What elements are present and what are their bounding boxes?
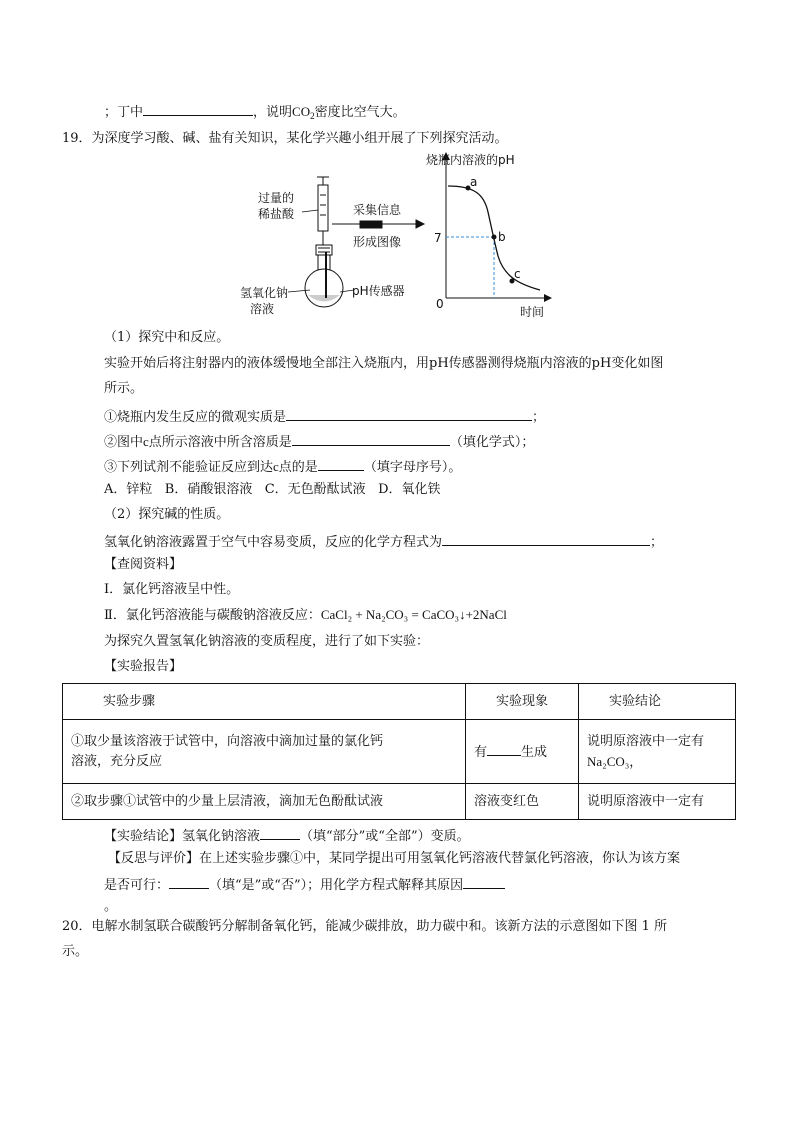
answer-blank[interactable]: [292, 431, 450, 446]
experiment-conclusion: 【实验结论】氢氧化钠溶液 （填“部分”或“全部”）变质。: [104, 825, 470, 846]
apparatus-and-ph-graph: [236, 150, 576, 322]
header-phenomena: 实验现象: [466, 684, 579, 720]
header-steps: 实验步骤: [63, 684, 466, 720]
table-row: [63, 720, 736, 784]
q19-options: A．锌粒 B．硝酸银溶液 C．无色酚酞试液 D．氧化铁: [104, 482, 441, 497]
question-number: 20．: [62, 919, 92, 934]
naoh-label-1: 氢氧化钠: [240, 286, 289, 300]
point-b-label: b: [498, 230, 506, 244]
answer-blank[interactable]: [442, 531, 650, 546]
y7-label: 7: [434, 231, 442, 245]
experiment-figure: [236, 150, 576, 322]
syringe-label-2: 稀盐酸: [258, 207, 295, 221]
experiment-report-table: [62, 683, 736, 820]
graph-y-label: 烧瓶内溶液的pH: [426, 153, 515, 167]
origin-label: 0: [436, 297, 444, 311]
naoh-label-2: 溶液: [250, 302, 275, 316]
top-line-prefix: ；丁中: [104, 105, 144, 120]
reflect-line-2: 是否可行： （填“是”或“否”）；用化学方程式解释其原因: [104, 874, 505, 895]
ref-title: 【查阅资料】: [104, 557, 183, 572]
row1-conclusion: 说明原溶液中一定有 Na₂CO₃，: [579, 720, 736, 784]
part1-title: （1）探究中和反应。: [104, 330, 230, 345]
question-number: 19．: [62, 131, 92, 146]
ph-graph: [426, 152, 552, 319]
report-title: 【实验报告】: [104, 659, 183, 674]
syringe-label-1: 过量的: [258, 191, 295, 205]
q20-line-1: 20．电解水制氢联合碳酸钙分解制备氧化钙，能减少碳排放，助力碳中和。该新方法的示意图如下图 1 所: [62, 919, 668, 934]
image-label: 形成图像: [353, 235, 402, 249]
sensor-label: pH传感器: [352, 284, 405, 298]
part2-title: （2）探究碱的性质。: [104, 507, 230, 522]
point-b: [492, 235, 497, 240]
syringe-icon: [317, 177, 329, 245]
q20-line-2: 示。: [62, 944, 89, 959]
reflect-end: 。: [104, 899, 118, 914]
collect-label: 采集信息: [353, 203, 402, 217]
top-line: ；丁中 ，说明$CO_2$密度比空气大。: [104, 101, 406, 122]
reaction-equation: CaCl₂ + Na₂CO₃ = CaCO₃↓+2NaCl: [320, 607, 507, 622]
answer-blank[interactable]: [318, 456, 364, 471]
part1-desc-2: 所示。: [104, 381, 144, 396]
part2-desc: 氢氧化钠溶液露置于空气中容易变质，反应的化学方程式为 ；: [104, 531, 663, 552]
row2-step: ②取步骤①试管中的少量上层清液，滴加无色酚酞试液: [63, 784, 466, 820]
part1-desc-1: 实验开始后将注射器内的液体缓慢地全部注入烧瓶内，用pH传感器测得烧瓶内溶液的pH变化如图: [104, 356, 664, 371]
q19-sub2: ②图中c点所示溶液中所含溶质是 （填化学式）；: [104, 431, 534, 452]
answer-blank[interactable]: [487, 741, 521, 756]
row1-step: ①取少量该溶液于试管中，向溶液中滴加过量的氯化钙 溶液，充分反应: [63, 720, 466, 784]
table-header-row: [63, 684, 736, 720]
data-cable: [332, 220, 424, 228]
reflect-line-1: 【反思与评价】在上述实验步骤①中，某同学提出可用氢氧化钙溶液代替氯化钙溶液，你认为该方案: [108, 851, 681, 866]
header-conclusion: 实验结论: [579, 684, 736, 720]
point-c-label: c: [514, 267, 521, 281]
point-a-label: a: [470, 175, 478, 189]
row2-conclusion: 说明原溶液中一定有: [579, 784, 736, 820]
row1-phenomenon: 有 生成: [466, 720, 579, 784]
q19-sub3: ③下列试剂不能验证反应到达c点的是 （填字母序号）。: [104, 456, 461, 477]
flask-icon: [305, 245, 343, 307]
answer-blank[interactable]: [143, 101, 253, 116]
q19-intro: 19．为深度学习酸、碱、盐有关知识，某化学兴趣小组开展了下列探究活动。: [62, 131, 508, 146]
answer-blank[interactable]: [169, 874, 209, 889]
row2-phenomenon: 溶液变红色: [466, 784, 579, 820]
ref-2: Ⅱ．氯化钙溶液能与碳酸钠溶液反应：CaCl₂ + Na₂CO₃ = CaCO₃↓+2NaCl: [104, 607, 507, 623]
ref-1: I．氯化钙溶液呈中性。: [104, 582, 240, 597]
answer-blank[interactable]: [463, 874, 505, 889]
explore-line: 为探究久置氢氧化钠溶液的变质程度，进行了如下实验：: [104, 634, 430, 649]
table-row: [63, 784, 736, 820]
answer-blank[interactable]: [260, 825, 300, 840]
q19-sub1: ①烧瓶内发生反应的微观实质是 ；: [104, 406, 545, 427]
answer-blank[interactable]: [286, 406, 532, 421]
graph-x-label: 时间: [520, 305, 545, 319]
